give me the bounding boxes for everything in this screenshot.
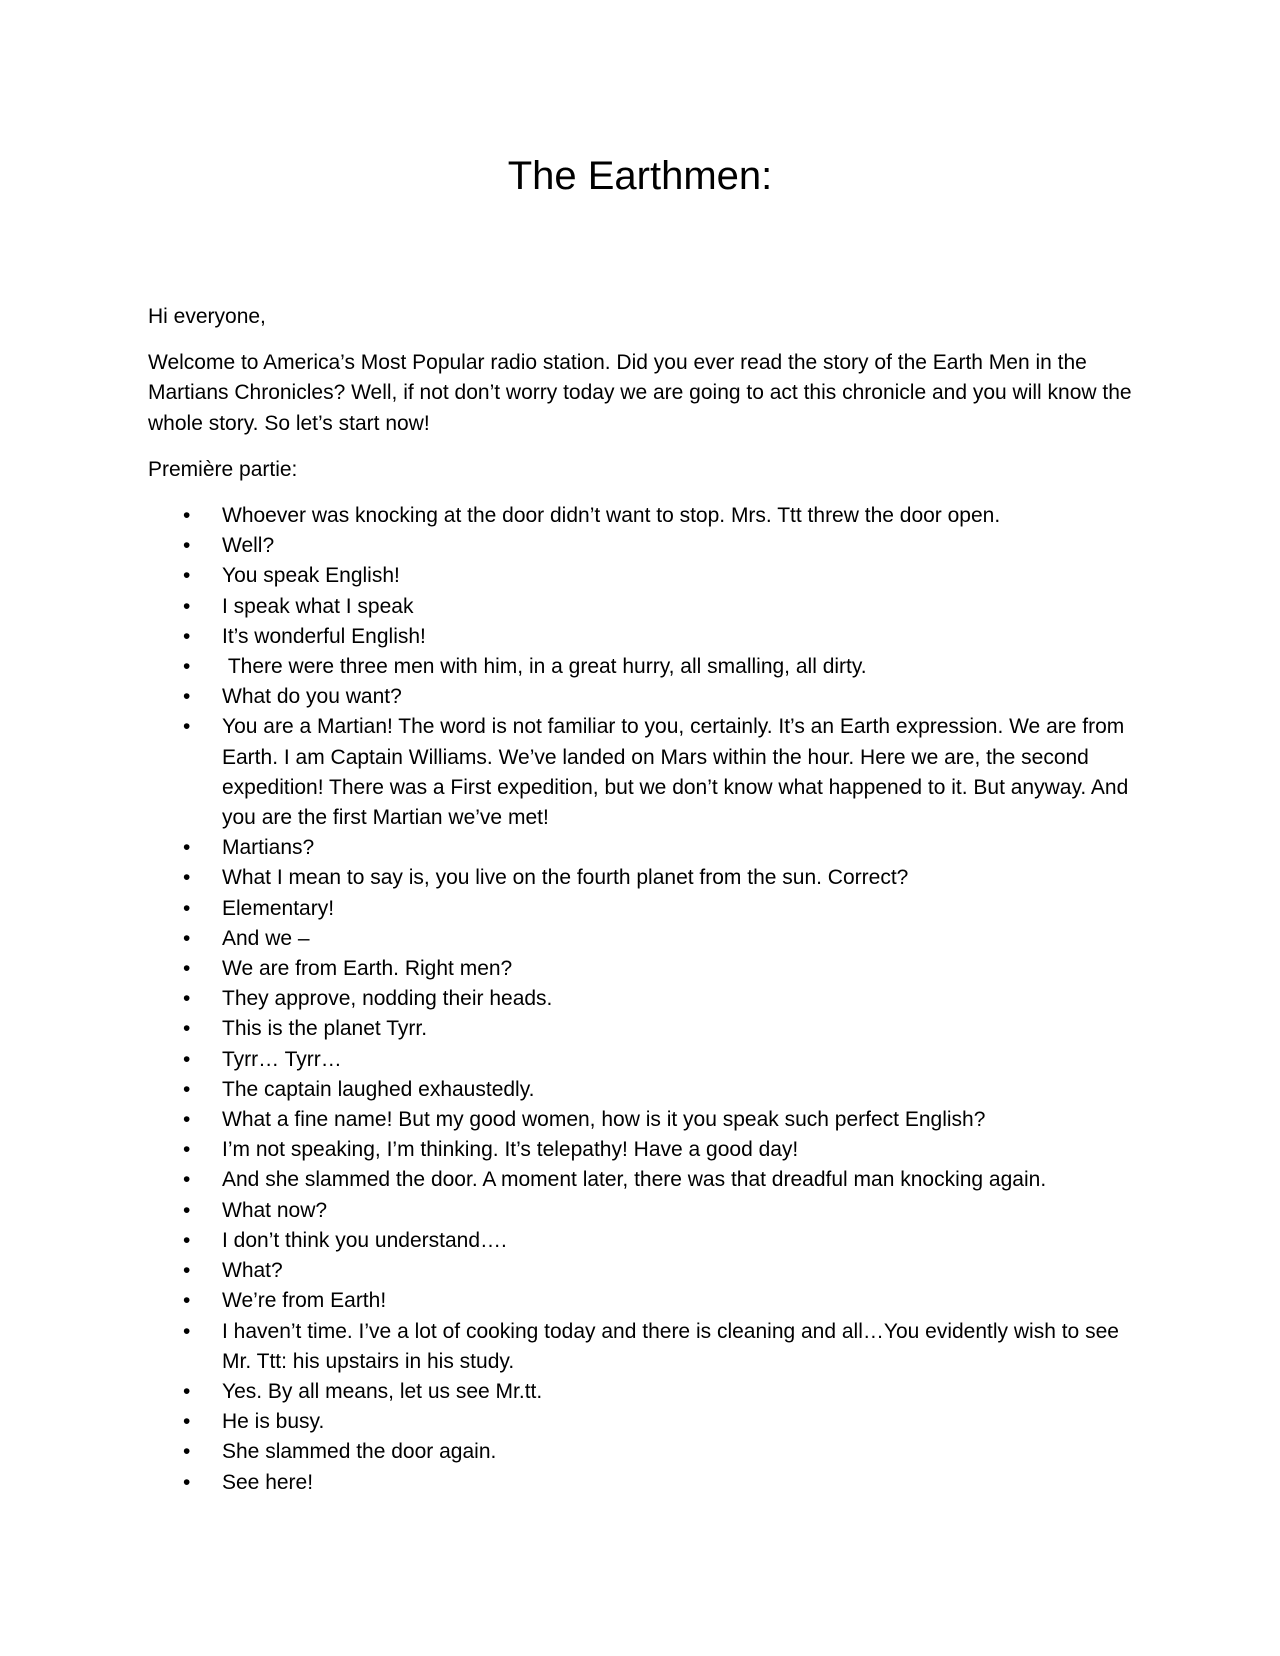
list-item [148, 1135, 1138, 1165]
list-item-text: And she slammed the door. A moment later, there was that dreadful man knocking again. [222, 1168, 1047, 1192]
bullet-icon: • [183, 1138, 191, 1162]
intro-paragraph: Welcome to America’s Most Popular radio station. Did you ever read the story of the Earth Men in the Martians Chronicles? Well, if not don’t worry today we are going to act this chronicle and you will know the whole story. So let’s start now! [148, 351, 1132, 435]
greeting-paragraph: Hi everyone, [148, 305, 266, 328]
list-item-text: Tyrr… Tyrr… [222, 1047, 342, 1071]
list-item-text: She slammed the door again. [222, 1440, 497, 1464]
list-item [148, 592, 1138, 622]
list-item [148, 682, 1138, 712]
list-item-text: What do you want? [222, 685, 402, 709]
list-item-text: Elementary! [222, 896, 335, 920]
bullet-icon: • [183, 1440, 191, 1464]
bullet-icon: • [183, 1017, 191, 1041]
bullet-icon: • [183, 866, 191, 890]
bullet-icon: • [183, 987, 191, 1011]
list-item-text: I don’t think you understand…. [222, 1228, 507, 1252]
dialogue-list [148, 501, 1138, 1498]
list-item-text: You are a Martian! The word is not familiar to you, certainly. It’s an Earth expression. We are from Earth. I am Captain Williams. We’ve landed on Mars within the hour. Here we are, the second expedition! There was a First expedition, but we don’t know what happened to it. But anyway. And you are the first Martian we’ve met! [222, 715, 1135, 830]
list-item-text: What? [222, 1259, 283, 1283]
bullet-icon: • [183, 1168, 191, 1192]
list-item-text: I haven’t time. I’ve a lot of cooking today and there is cleaning and all…You evidently wish to see Mr. Ttt: his upstairs in his study. [222, 1319, 1125, 1373]
list-item-text: The captain laughed exhaustedly. [222, 1077, 535, 1101]
list-item [148, 712, 1138, 833]
section-heading: Première partie: [148, 457, 298, 481]
list-item [148, 1105, 1138, 1135]
list-item [148, 652, 1138, 682]
bullet-icon: • [183, 896, 191, 920]
list-item [148, 1437, 1138, 1467]
bullet-icon: • [183, 1289, 191, 1313]
list-item [148, 833, 1138, 863]
bullet-icon: • [183, 1077, 191, 1101]
bullet-icon: • [183, 564, 191, 588]
bullet-icon: • [183, 836, 191, 860]
bullet-icon: • [183, 1470, 191, 1494]
document-body [148, 302, 1138, 1498]
list-item [148, 1014, 1138, 1044]
list-item-text: We’re from Earth! [222, 1289, 387, 1313]
list-item [148, 1075, 1138, 1105]
list-item-text: We are from Earth. Right men? [222, 957, 513, 981]
list-item-text: See here! [222, 1470, 314, 1494]
bullet-icon: • [183, 1410, 191, 1434]
bullet-icon: • [183, 926, 191, 950]
list-item [148, 863, 1138, 893]
list-item-text: Yes. By all means, let us see Mr.tt. [222, 1379, 543, 1403]
list-item [148, 561, 1138, 591]
list-item [148, 1407, 1138, 1437]
list-item [148, 1377, 1138, 1407]
document-title: The Earthmen: [507, 154, 773, 198]
bullet-icon: • [183, 1379, 191, 1403]
list-item-text: There were three men with him, in a great hurry, all smalling, all dirty. [222, 655, 867, 679]
list-item [148, 1165, 1138, 1195]
list-item-text: I speak what I speak [222, 594, 414, 618]
list-item-text: This is the planet Tyrr. [222, 1017, 428, 1041]
list-item [148, 924, 1138, 954]
bullet-icon: • [183, 655, 191, 679]
list-item [148, 984, 1138, 1014]
list-item-text: Well? [222, 534, 275, 558]
list-item-text: It’s wonderful English! [222, 624, 426, 648]
bullet-icon: • [183, 534, 191, 558]
list-item-text: What I mean to say is, you live on the fourth planet from the sun. Correct? [222, 866, 909, 890]
list-item [148, 1468, 1138, 1498]
list-item-text: And we – [222, 926, 310, 950]
list-item-text: He is busy. [222, 1410, 325, 1434]
list-item-text: I’m not speaking, I’m thinking. It’s telepathy! Have a good day! [222, 1138, 799, 1162]
list-item [148, 1226, 1138, 1256]
bullet-icon: • [183, 1259, 191, 1283]
list-item-text: They approve, nodding their heads. [222, 987, 553, 1011]
bullet-icon: • [183, 715, 191, 739]
bullet-icon: • [183, 1198, 191, 1222]
list-item-text: What now? [222, 1198, 328, 1222]
list-item-text: Martians? [222, 836, 315, 860]
list-item [148, 1196, 1138, 1226]
bullet-icon: • [183, 1228, 191, 1252]
bullet-icon: • [183, 594, 191, 618]
bullet-icon: • [183, 685, 191, 709]
list-item [148, 1286, 1138, 1316]
list-item [148, 622, 1138, 652]
list-item [148, 1045, 1138, 1075]
bullet-icon: • [183, 1047, 191, 1071]
list-item [148, 1256, 1138, 1286]
bullet-icon: • [183, 624, 191, 648]
list-item-text: What a fine name! But my good women, how is it you speak such perfect English? [222, 1108, 986, 1132]
bullet-icon: • [183, 957, 191, 981]
list-item-text: You speak English! [222, 564, 400, 588]
list-item [148, 501, 1138, 531]
bullet-icon: • [183, 1319, 191, 1343]
list-item [148, 1317, 1138, 1377]
bullet-icon: • [183, 1108, 191, 1132]
list-item [148, 531, 1138, 561]
list-item-text: Whoever was knocking at the door didn’t want to stop. Mrs. Ttt threw the door open. [222, 504, 1001, 528]
list-item [148, 894, 1138, 924]
list-item [148, 954, 1138, 984]
bullet-icon: • [183, 504, 191, 528]
